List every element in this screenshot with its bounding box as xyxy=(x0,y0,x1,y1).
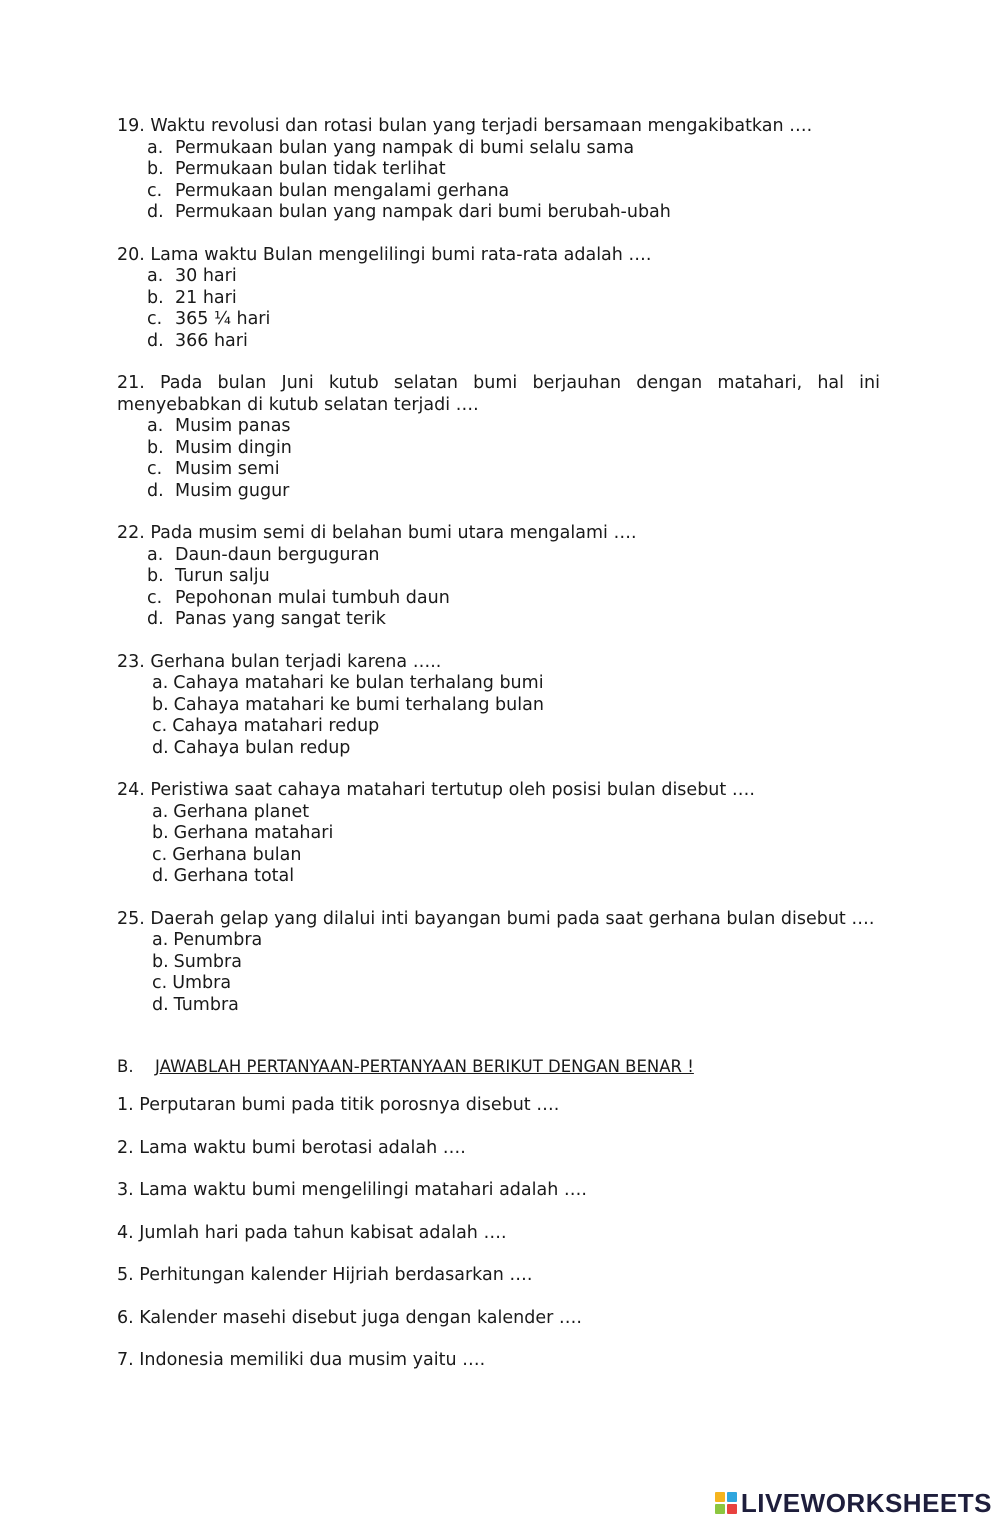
option-d[interactable]: d. Gerhana total xyxy=(152,866,295,886)
option-b[interactable]: b. Permukaan bulan tidak terlihat xyxy=(147,159,446,179)
option-b[interactable]: b. 21 hari xyxy=(147,287,237,308)
essay-question-7: 7. Indonesia memiliki dua musim yaitu …. xyxy=(117,1350,486,1370)
logo-square xyxy=(727,1504,737,1514)
question-stem: 23. Gerhana bulan terjadi karena ….. xyxy=(117,651,442,672)
question-21 xyxy=(117,373,880,502)
question-22 xyxy=(117,523,880,631)
essay-question-6: 6. Kalender masehi disebut juga dengan kalender …. xyxy=(117,1307,582,1328)
question-stem: 19. Waktu revolusi dan rotasi bulan yang terjadi bersamaan mengakibatkan …. xyxy=(117,116,813,136)
question-stem: 20. Lama waktu Bulan mengelilingi bumi rata-rata adalah …. xyxy=(117,244,652,265)
essay-question-1: 1. Perputaran bumi pada titik porosnya disebut …. xyxy=(117,1095,560,1115)
essay-question-5: 5. Perhitungan kalender Hijriah berdasarkan …. xyxy=(117,1265,533,1285)
essay-question-2: 2. Lama waktu bumi berotasi adalah …. xyxy=(117,1137,466,1158)
option-d[interactable]: d. Permukaan bulan yang nampak dari bumi berubah-ubah xyxy=(147,202,671,222)
option-a[interactable]: a. Penumbra xyxy=(152,930,263,950)
section-label: B. xyxy=(117,1057,134,1076)
option-d[interactable]: d. Tumbra xyxy=(152,994,239,1015)
option-list xyxy=(117,930,880,1016)
option-b[interactable]: b. Turun salju xyxy=(147,566,270,586)
option-a[interactable]: a. Daun-daun berguguran xyxy=(147,544,380,565)
option-c[interactable]: c. Musim semi xyxy=(147,459,280,479)
option-b[interactable]: b. Gerhana matahari xyxy=(152,823,334,843)
option-d[interactable]: d. Panas yang sangat terik xyxy=(147,609,386,629)
option-b[interactable]: b. Sumbra xyxy=(152,951,242,972)
section-b-heading xyxy=(117,1056,880,1077)
essay-question-3: 3. Lama waktu bumi mengelilingi matahari adalah …. xyxy=(117,1180,587,1200)
option-c[interactable]: c. Permukaan bulan mengalami gerhana xyxy=(147,180,510,201)
logo-square xyxy=(727,1492,737,1502)
option-b[interactable]: b. Musim dingin xyxy=(147,437,292,458)
logo-text: LIVEWORKSHEETS xyxy=(740,1487,992,1518)
option-a[interactable]: a. Gerhana planet xyxy=(152,801,310,822)
option-list xyxy=(117,416,880,502)
essay-question-list xyxy=(117,1095,880,1371)
option-d[interactable]: d. Cahaya bulan redup xyxy=(152,737,351,758)
question-19 xyxy=(117,116,880,224)
logo-square xyxy=(715,1504,725,1514)
option-c[interactable]: c. Cahaya matahari redup xyxy=(152,716,380,736)
question-stem: 24. Peristiwa saat cahaya matahari tertutup oleh posisi bulan disebut …. xyxy=(117,780,755,800)
section-title: JAWABLAH PERTANYAAN-PERTANYAAN BERIKUT DENGAN BENAR ! xyxy=(155,1057,694,1076)
option-c[interactable]: c. Umbra xyxy=(152,973,232,993)
option-a[interactable]: a. Permukaan bulan yang nampak di bumi selalu sama xyxy=(147,137,635,158)
option-list xyxy=(117,266,880,352)
option-list xyxy=(117,138,880,224)
question-stem: 22. Pada musim semi di belahan bumi utara mengalami …. xyxy=(117,523,637,543)
option-d[interactable]: d. 366 hari xyxy=(147,330,248,351)
question-stem: 25. Daerah gelap yang dilalui inti bayangan bumi pada saat gerhana bulan disebut …. xyxy=(117,908,875,929)
option-a[interactable]: a. Cahaya matahari ke bulan terhalang bumi xyxy=(152,673,544,693)
question-20 xyxy=(117,245,880,353)
question-24 xyxy=(117,780,880,888)
option-c[interactable]: c. 365 ¼ hari xyxy=(147,309,271,329)
option-c[interactable]: c. Pepohonan mulai tumbuh daun xyxy=(147,587,450,608)
option-a[interactable]: a. Musim panas xyxy=(147,416,291,436)
option-a[interactable]: a. 30 hari xyxy=(147,266,237,286)
option-list xyxy=(117,545,880,631)
option-list xyxy=(117,673,880,759)
question-23 xyxy=(117,652,880,760)
question-25 xyxy=(117,909,880,1017)
option-b[interactable]: b. Cahaya matahari ke bumi terhalang bulan xyxy=(152,694,544,715)
worksheet-page xyxy=(117,116,880,1393)
option-list xyxy=(117,802,880,888)
essay-question-4: 4. Jumlah hari pada tahun kabisat adalah …. xyxy=(117,1222,507,1243)
liveworksheets-logo xyxy=(715,1488,992,1518)
option-c[interactable]: c. Gerhana bulan xyxy=(152,844,302,865)
logo-square xyxy=(715,1492,725,1502)
question-stem: 21. Pada bulan Juni kutub selatan bumi berjauhan dengan matahari, hal ini menyebabkan di kutub selatan terjadi …. xyxy=(117,373,880,415)
option-d[interactable]: d. Musim gugur xyxy=(147,480,290,501)
liveworksheets-logo-icon xyxy=(715,1492,737,1514)
